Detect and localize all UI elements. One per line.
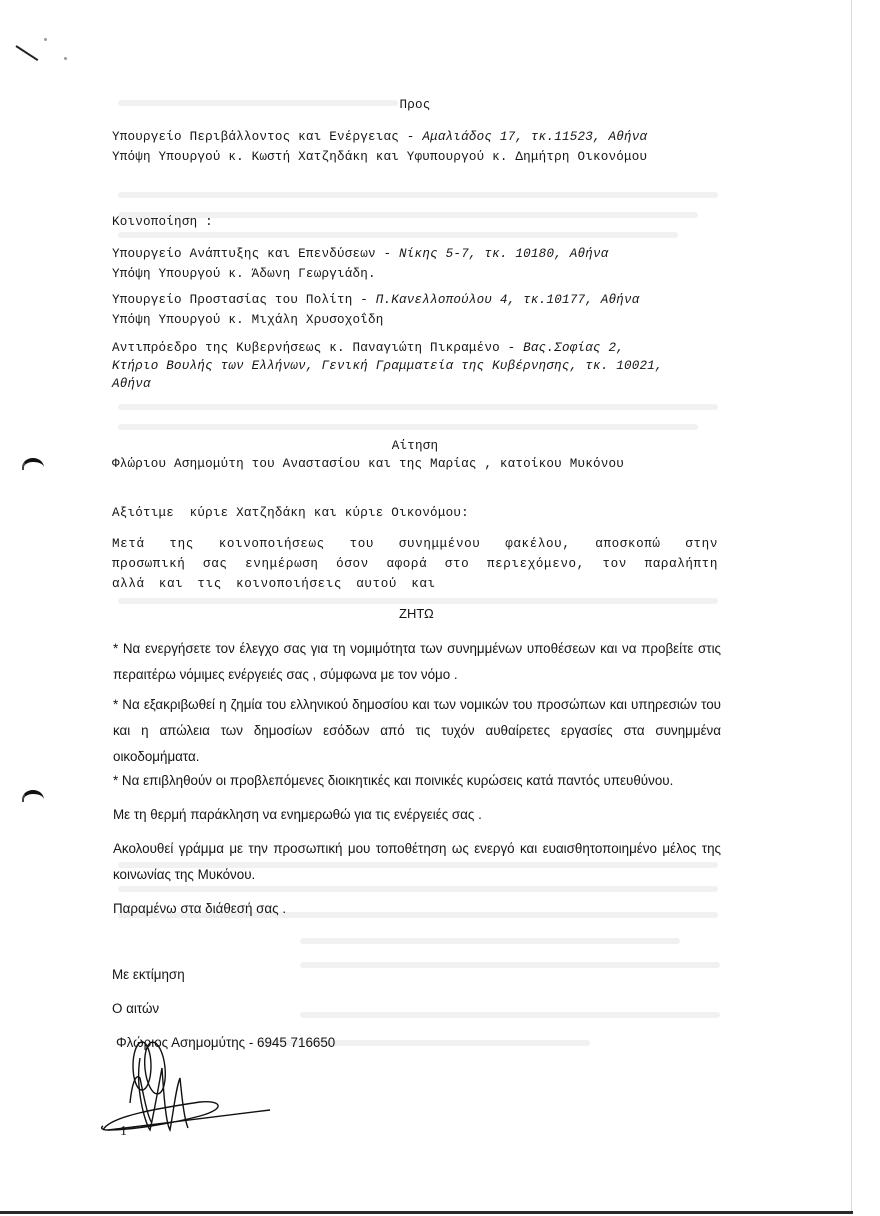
recipient-line: Υπουργείο Περιβάλλοντος και Ενέργειας - Αμαλιάδος 17, τκ.11523, Αθήνα xyxy=(112,130,648,144)
to-label: Προς xyxy=(399,98,431,112)
petition-from: Φλώριου Ασημομύτη του Αναστασίου και της Μαρίας , κατοίκου Μυκόνου xyxy=(112,457,624,471)
recipient-address: Αμαλιάδος 17, τκ.11523, Αθήνα xyxy=(422,130,648,144)
punch-hole-icon xyxy=(22,790,44,802)
recipient-org: Υπουργείο Περιβάλλοντος και Ενέργειας xyxy=(112,130,400,144)
cc-item-2: Υπουργείο Προστασίας του Πολίτη - Π.Κανελλοπούλου 4, τκ.10177, Αθήνα xyxy=(112,293,640,307)
page-edge-right xyxy=(851,0,852,1212)
closing-paragraph: Παραμένω στα διάθεσή σας . xyxy=(113,901,287,916)
cc-address: Βας.Σοφίας 2, xyxy=(523,341,625,355)
recipient-attention: Υπόψη Υπουργού κ. Κωστή Χατζηδάκη και Υφυπουργού κ. Δημήτρη Οικονόμου xyxy=(112,150,648,164)
cc-org: Αντιπρόεδρο της Κυβερνήσεως κ. Παναγιώτη Πικραμένο xyxy=(112,341,500,355)
request-item: * Να εξακριβωθεί η ζημία του ελληνικού δημοσίου και των νομικών του προσώπων και υπηρεσιών του και η απώλεια των δημοσίων εσόδων από τις τυχόν αυθαίρετες εργασίες στα συνημμένα οικοδομήματα. xyxy=(113,697,721,764)
request-item: * Να ενεργήσετε τον έλεγχο σας για τη νομιμότητα των συνημμένων υποθέσεων και να προβείτε στις περαιτέρω νόμιμες ενέργειές σας , σύμφωνα με τον νόμο . xyxy=(113,641,721,682)
cc-item-3: Αντιπρόεδρο της Κυβερνήσεως κ. Παναγιώτη Πικραμένο - Βας.Σοφίας 2, xyxy=(112,341,625,355)
page-number: 1 xyxy=(120,1124,127,1139)
signer-name-phone: Φλώριος Ασημομύτης - 6945 716650 xyxy=(116,1035,336,1050)
cc-attention: Υπόψη Υπουργού κ. Μιχάλη Χρυσοχοΐδη xyxy=(112,313,384,327)
closing-paragraph: Με τη θερμή παράκληση να ενημερωθώ για τις ενέργειές σας . xyxy=(113,807,482,822)
cc-item-1: Υπουργείο Ανάπτυξης και Επενδύσεων - Νίκης 5-7, τκ. 10180, Αθήνα xyxy=(112,247,609,261)
cc-address-cont: Αθήνα xyxy=(112,377,151,391)
request-item: * Να επιβληθούν οι προβλεπόμενες διοικητικές και ποινικές κυρώσεις κατά παντός υπευθύνου. xyxy=(113,773,674,788)
cc-address-cont: Κτήριο Βουλής των Ελλήνων, Γενική Γραμματεία της Κυβέρνησης, τκ. 10021, xyxy=(112,359,663,373)
signer-role: Ο αιτών xyxy=(112,1001,160,1016)
scan-mark xyxy=(15,45,38,61)
scan-dust xyxy=(64,57,67,60)
salutation: Αξιότιμε κύριε Χατζηδάκη και κύριε Οικονόμου: xyxy=(112,506,469,520)
cc-attention: Υπόψη Υπουργού κ. Άδωνη Γεωργιάδη. xyxy=(112,267,376,281)
scan-dust xyxy=(44,38,47,41)
cc-org: Υπουργείο Προστασίας του Πολίτη xyxy=(112,293,353,307)
request-heading: ΖΗΤΩ xyxy=(399,606,434,621)
closing-paragraph: Ακολουθεί γράμμα με την προσωπική μου τοποθέτηση ως ενεργό και ευαισθητοποιημένο μέλος της κοινωνίας της Μυκόνου. xyxy=(113,841,721,882)
regards: Με εκτίμηση xyxy=(112,967,185,982)
punch-hole-icon xyxy=(22,458,44,470)
petition-title: Αίτηση xyxy=(391,439,439,453)
cc-label: Κοινοποίηση : xyxy=(112,215,213,229)
signature-icon xyxy=(100,1038,300,1138)
cc-address: Π.Κανελλοπούλου 4, τκ.10177, Αθήνα xyxy=(375,293,640,307)
cc-org: Υπουργείο Ανάπτυξης και Επενδύσεων xyxy=(112,247,376,261)
page-edge-bottom xyxy=(0,1211,853,1214)
intro-paragraph: Μετά της κοινοποιήσεως του συνημμένου φακέλου, αποσκοπώ στην προσωπική σας ενημέρωση όσον αφορά στο περιεχόμενο, τον παραλήπτη αλλά και τις κοινοποιήσεις αυτού και xyxy=(112,537,718,591)
cc-address: Νίκης 5-7, τκ. 10180, Αθήνα xyxy=(399,247,609,261)
